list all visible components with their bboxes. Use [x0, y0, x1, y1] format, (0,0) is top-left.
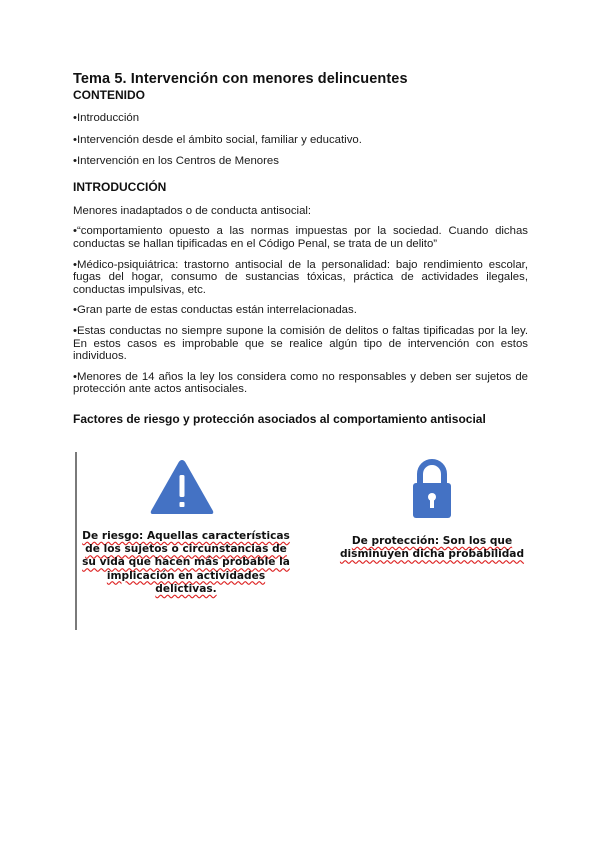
- document-page: [73, 70, 528, 426]
- intro-paragraph: Menores inadaptados o de conducta antisocial:: [73, 204, 312, 217]
- intro-paragraph: •Gran parte de estas conductas están interrelacionadas.: [73, 304, 357, 317]
- factores-heading: Factores de riesgo y protección asociados al comportamiento antisocial: [73, 411, 486, 426]
- proteccion-card: [337, 535, 527, 561]
- introduccion-heading: INTRODUCCIÓN: [73, 179, 167, 194]
- intro-paragraph: •Médico-psiquiátrica: trastorno antisocial de la personalidad: bajo rendimiento escolar, fugas del hogar, consumo de sustancias tóxicas, práctica de actividades ilegales, conductas impulsivas, etc.: [73, 258, 528, 296]
- figure-left-border: [75, 452, 77, 630]
- contenido-item: •Intervención desde el ámbito social, familiar y educativo.: [73, 133, 362, 146]
- intro-paragraph: •Estas conductas no siempre supone la comisión de delitos o faltas tipificadas por la ley. En estos casos es improbable que se realice algún tipo de intervención con estos individuos.: [73, 324, 528, 363]
- riesgo-text: De riesgo: Aquellas características de los sujetos o circunstancias de su vida que hacen más probable la implicación en actividades delictivas.: [82, 530, 290, 595]
- intro-paragraph: •“comportamiento opuesto a las normas impuestas por la sociedad. Cuando dichas conductas se hallan tipificadas en el Código Penal, se trata de un delito”: [73, 225, 528, 250]
- contenido-item: •Introducción: [73, 112, 140, 124]
- proteccion-text: De protección: Son los que disminuyen dicha probabilidad: [339, 535, 525, 561]
- warning-triangle-icon: [148, 457, 216, 517]
- padlock-icon: [410, 458, 454, 520]
- intro-paragraph: •Menores de 14 años la ley los considera como no responsables y deben ser sujetos de protección ante actos antisociales.: [73, 370, 528, 396]
- factores-figure: [75, 452, 535, 630]
- contenido-item: •Intervención en los Centros de Menores: [73, 155, 279, 168]
- riesgo-card: [81, 530, 291, 596]
- contenido-heading: CONTENIDO: [73, 88, 145, 102]
- page-title: Tema 5. Intervención con menores delincuentes: [73, 71, 408, 87]
